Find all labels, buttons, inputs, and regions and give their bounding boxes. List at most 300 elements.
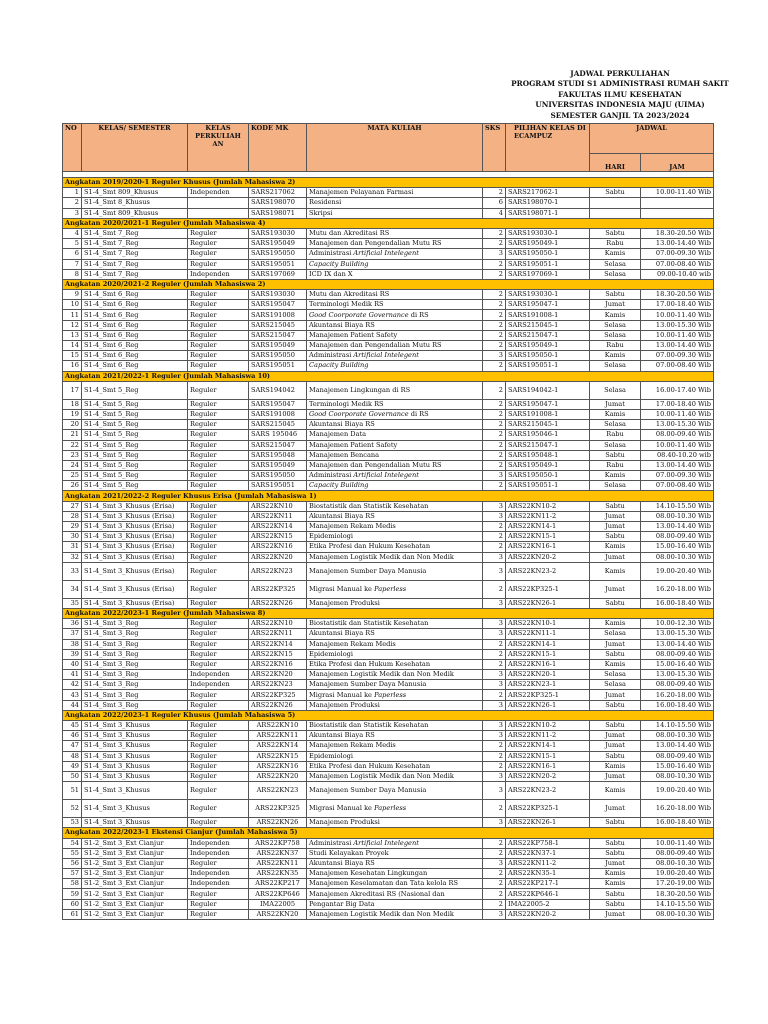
cell-pilihan-kelas: SARS195051-1 — [506, 481, 590, 491]
cell-sks: 2 — [483, 751, 506, 761]
table-row — [63, 361, 714, 371]
cell-kelas-perkuliahan: Reguler — [188, 381, 249, 399]
cell-mata-kuliah: Manajemen Produksi — [307, 818, 483, 828]
italic-term: Paperless — [374, 804, 407, 813]
cell-kelas: S1-4_Smt 3_Khusus — [82, 800, 188, 818]
cell-kelas: S1-4_Smt 5_Reg — [82, 430, 188, 440]
cell-kelas: S1-4_Smt 7_Reg — [82, 239, 188, 249]
group-title: Angkatan 2021/2022-2 Reguler Khusus Erisa (Jumlah Mahasiswa 1) — [63, 491, 714, 501]
cell-kode-mk: SARS191008 — [249, 409, 307, 419]
table-row — [63, 249, 714, 259]
cell-mata-kuliah: Akuntansi Biaya RS — [307, 858, 483, 868]
table-row — [63, 460, 714, 470]
cell-no: 16 — [63, 361, 82, 371]
cell-kode-mk: ARS22KN10 — [249, 619, 307, 629]
cell-hari: Kamis — [590, 562, 641, 580]
cell-sks: 2 — [483, 361, 506, 371]
cell-pilihan-kelas: SARS191008-1 — [506, 409, 590, 419]
italic-term: Artificial Intelegent — [353, 249, 419, 258]
cell-pilihan-kelas: ARS22KP325-1 — [506, 800, 590, 818]
table-row — [63, 239, 714, 249]
cell-jam: 16.20-18.00 Wib — [641, 690, 714, 700]
cell-kelas: S1-4_Smt 3_Reg — [82, 619, 188, 629]
italic-term: Artificial Intelegent — [353, 471, 419, 480]
italic-term: Capacity Building — [309, 481, 369, 490]
cell-kelas: S1-4_Smt 3_Khusus (Erisa) — [82, 532, 188, 542]
cell-kelas-perkuliahan: Reguler — [188, 889, 249, 899]
cell-kode-mk: ARS22KN11 — [249, 731, 307, 741]
italic-term: Paperless — [374, 690, 407, 699]
table-row — [63, 818, 714, 828]
table-row — [63, 330, 714, 340]
cell-jam: 13.00-14.40 Wib — [641, 741, 714, 751]
cell-kelas: S1-4_Smt 6_Reg — [82, 290, 188, 300]
cell-jam: 08.00-10.30 Wib — [641, 731, 714, 741]
group-header-row — [63, 710, 714, 720]
cell-sks: 2 — [483, 848, 506, 858]
cell-no: 8 — [63, 269, 82, 279]
cell-mata-kuliah: Administrasi Artificial Intelegent — [307, 838, 483, 848]
cell-jam: 10.00-11.40 Wib — [641, 838, 714, 848]
cell-kode-mk: ARS22KN11 — [249, 858, 307, 868]
cell-mata-kuliah: Manajemen Sumber Daya Manusia — [307, 782, 483, 800]
table-row — [63, 721, 714, 731]
cell-pilihan-kelas: ARS22KN11-2 — [506, 731, 590, 741]
cell-no: 27 — [63, 501, 82, 511]
cell-kelas: S1-4_Smt 3_Reg — [82, 680, 188, 690]
table-row — [63, 879, 714, 889]
cell-hari: Sabtu — [590, 848, 641, 858]
cell-sks: 2 — [483, 409, 506, 419]
cell-pilihan-kelas: SARS195047-1 — [506, 399, 590, 409]
cell-jam: 10.00-11.40 Wib — [641, 409, 714, 419]
cell-kelas: S1-4_Smt 3_Khusus (Erisa) — [82, 511, 188, 521]
cell-no: 35 — [63, 598, 82, 608]
cell-no: 22 — [63, 440, 82, 450]
cell-kelas-perkuliahan: Independen — [188, 188, 249, 198]
cell-sks: 6 — [483, 198, 506, 208]
cell-mata-kuliah: Akuntansi Biaya RS — [307, 731, 483, 741]
cell-kode-mk: SARS195050 — [249, 351, 307, 361]
cell-kelas-perkuliahan: Reguler — [188, 741, 249, 751]
cell-sks: 2 — [483, 228, 506, 238]
cell-no: 14 — [63, 341, 82, 351]
cell-kode-mk: ARS22KP325 — [249, 800, 307, 818]
cell-kelas-perkuliahan: Independen — [188, 680, 249, 690]
cell-kelas: S1-4_Smt 3_Khusus — [82, 751, 188, 761]
cell-kelas: S1-4_Smt 3_Khusus (Erisa) — [82, 562, 188, 580]
cell-kode-mk: SARS195051 — [249, 259, 307, 269]
cell-no: 44 — [63, 700, 82, 710]
cell-no: 49 — [63, 761, 82, 771]
cell-kelas-perkuliahan: Reguler — [188, 511, 249, 521]
cell-hari: Jumat — [590, 580, 641, 598]
cell-jam: 15.00-16.40 Wib — [641, 542, 714, 552]
cell-kelas-perkuliahan: Reguler — [188, 249, 249, 259]
table-header — [63, 124, 714, 178]
cell-mata-kuliah: Manajemen Patient Safety — [307, 440, 483, 450]
cell-kode-mk: ARS22KN16 — [249, 761, 307, 771]
cell-sks: 2 — [483, 889, 506, 899]
cell-kelas: S1-4_Smt 3_Khusus — [82, 721, 188, 731]
cell-sks: 3 — [483, 471, 506, 481]
cell-jam: 14.10-15.50 Wib — [641, 899, 714, 909]
table-row — [63, 680, 714, 690]
cell-pilihan-kelas: SARS193030-1 — [506, 228, 590, 238]
table-row — [63, 649, 714, 659]
cell-kelas: S1-4_Smt 6_Reg — [82, 341, 188, 351]
table-row — [63, 440, 714, 450]
cell-jam: 19.00-20.40 Wib — [641, 782, 714, 800]
cell-mata-kuliah: Biostatistik dan Statistik Kesehatan — [307, 721, 483, 731]
cell-kelas: S1-4_Smt 5_Reg — [82, 440, 188, 450]
cell-no: 23 — [63, 450, 82, 460]
table-row — [63, 228, 714, 238]
cell-hari: Kamis — [590, 409, 641, 419]
cell-kelas-perkuliahan: Independen — [188, 869, 249, 879]
cell-no: 54 — [63, 838, 82, 848]
group-title: Angkatan 2022/2023-1 Reguler (Jumlah Mahasiswa 8) — [63, 608, 714, 618]
cell-no: 48 — [63, 751, 82, 761]
cell-kode-mk: ARS22KN14 — [249, 741, 307, 751]
cell-kelas-perkuliahan: Reguler — [188, 818, 249, 828]
cell-no: 11 — [63, 310, 82, 320]
cell-kode-mk: ARS22KN26 — [249, 700, 307, 710]
cell-hari: Rabu — [590, 239, 641, 249]
cell-sks: 2 — [483, 542, 506, 552]
cell-pilihan-kelas: ARS22KN23-2 — [506, 782, 590, 800]
table-row — [63, 420, 714, 430]
cell-kelas: S1-4_Smt 6_Reg — [82, 351, 188, 361]
cell-kelas-perkuliahan: Independen — [188, 670, 249, 680]
table-row — [63, 889, 714, 899]
cell-sks: 2 — [483, 450, 506, 460]
cell-sks: 3 — [483, 818, 506, 828]
cell-hari: Kamis — [590, 249, 641, 259]
cell-kelas-perkuliahan: Reguler — [188, 351, 249, 361]
cell-kelas-perkuliahan: Reguler — [188, 721, 249, 731]
cell-no: 56 — [63, 858, 82, 868]
cell-no: 34 — [63, 580, 82, 598]
cell-kelas: S1-4_Smt 3_Khusus (Erisa) — [82, 542, 188, 552]
cell-no: 1 — [63, 188, 82, 198]
cell-jam: 13.00-14.40 Wib — [641, 460, 714, 470]
cell-kode-mk: SARS193030 — [249, 228, 307, 238]
cell-hari: Jumat — [590, 690, 641, 700]
cell-hari: Jumat — [590, 522, 641, 532]
cell-kelas: S1-4_Smt 3_Khusus — [82, 771, 188, 781]
title-line: PROGRAM STUDI S1 ADMINISTRASI RUMAH SAKIT — [511, 79, 729, 89]
cell-no: 9 — [63, 290, 82, 300]
cell-sks: 3 — [483, 629, 506, 639]
cell-kode-mk: ARS22KN37 — [249, 848, 307, 858]
cell-kelas-perkuliahan: Reguler — [188, 341, 249, 351]
cell-kelas: S1-4_Smt 3_Reg — [82, 700, 188, 710]
cell-sks: 4 — [483, 208, 506, 218]
table-row — [63, 532, 714, 542]
cell-jam: 08.00-10.30 Wib — [641, 511, 714, 521]
cell-no: 40 — [63, 659, 82, 669]
group-header-row — [63, 491, 714, 501]
cell-kode-mk: ARS22KN20 — [249, 670, 307, 680]
cell-jam: 10.00-12.30 Wib — [641, 619, 714, 629]
cell-kelas: S1-4_Smt 5_Reg — [82, 471, 188, 481]
cell-hari: Selasa — [590, 680, 641, 690]
cell-jam: 18.30-20.50 Wib — [641, 889, 714, 899]
cell-kode-mk: SARS215047 — [249, 440, 307, 450]
table-row — [63, 629, 714, 639]
cell-pilihan-kelas: SARS195051-1 — [506, 259, 590, 269]
cell-kelas-perkuliahan: Reguler — [188, 290, 249, 300]
cell-hari: Sabtu — [590, 889, 641, 899]
cell-sks: 3 — [483, 501, 506, 511]
cell-kode-mk: ARS22KP325 — [249, 580, 307, 598]
cell-pilihan-kelas: SARS215045-1 — [506, 420, 590, 430]
cell-kelas: S1-4_Smt 5_Reg — [82, 450, 188, 460]
cell-kelas-perkuliahan: Reguler — [188, 361, 249, 371]
cell-mata-kuliah: Good Coorporate Governance di RS — [307, 409, 483, 419]
cell-sks: 2 — [483, 639, 506, 649]
cell-kode-mk: ARS22KN10 — [249, 501, 307, 511]
cell-kelas: S1-4_Smt 5_Reg — [82, 381, 188, 399]
cell-pilihan-kelas: ARS22KP646-1 — [506, 889, 590, 899]
cell-hari: Sabtu — [590, 700, 641, 710]
cell-no: 19 — [63, 409, 82, 419]
cell-no: 6 — [63, 249, 82, 259]
cell-kode-mk: SARS191008 — [249, 310, 307, 320]
cell-mata-kuliah: Migrasi Manual ke Paperless — [307, 580, 483, 598]
cell-pilihan-kelas: SARS197069-1 — [506, 269, 590, 279]
cell-jam: 16.00-18.40 Wib — [641, 818, 714, 828]
italic-term: Capacity Building — [309, 259, 369, 268]
cell-kelas: S1-4_Smt 3_Khusus (Erisa) — [82, 501, 188, 511]
cell-kode-mk: SARS198071 — [249, 208, 307, 218]
cell-kode-mk: SARS 195046 — [249, 430, 307, 440]
cell-kode-mk: SARS198070 — [249, 198, 307, 208]
cell-kelas-perkuliahan: Reguler — [188, 330, 249, 340]
cell-hari: Rabu — [590, 430, 641, 440]
table-row — [63, 409, 714, 419]
table-row — [63, 899, 714, 909]
italic-term: Paperless — [374, 584, 407, 593]
cell-sks: 3 — [483, 552, 506, 562]
cell-no: 7 — [63, 259, 82, 269]
table-row — [63, 522, 714, 532]
cell-pilihan-kelas: SARS193030-1 — [506, 290, 590, 300]
cell-hari: Selasa — [590, 381, 641, 399]
table-row — [63, 731, 714, 741]
cell-kelas-perkuliahan: Reguler — [188, 562, 249, 580]
cell-kelas: S1-4_Smt 3_Khusus — [82, 818, 188, 828]
cell-kelas-perkuliahan: Reguler — [188, 440, 249, 450]
table-row — [63, 269, 714, 279]
cell-sks: 2 — [483, 300, 506, 310]
cell-no: 3 — [63, 208, 82, 218]
cell-jam: 18.30-20.50 Wib — [641, 290, 714, 300]
cell-pilihan-kelas: SARS195050-1 — [506, 249, 590, 259]
cell-sks: 3 — [483, 700, 506, 710]
cell-kelas-perkuliahan: Reguler — [188, 320, 249, 330]
cell-mata-kuliah: Manajemen Logistik Medik dan Non Medik — [307, 552, 483, 562]
cell-sks: 3 — [483, 351, 506, 361]
cell-kode-mk: SARS195049 — [249, 341, 307, 351]
cell-no: 41 — [63, 670, 82, 680]
cell-no: 50 — [63, 771, 82, 781]
table-row — [63, 848, 714, 858]
cell-pilihan-kelas: SARS191008-1 — [506, 310, 590, 320]
cell-kode-mk: ARS22KN16 — [249, 542, 307, 552]
cell-kelas-perkuliahan: Reguler — [188, 782, 249, 800]
cell-sks: 2 — [483, 259, 506, 269]
italic-term: Capacity Building — [309, 361, 369, 370]
table-row — [63, 471, 714, 481]
cell-kelas-perkuliahan: Reguler — [188, 310, 249, 320]
cell-hari: Selasa — [590, 420, 641, 430]
cell-jam: 07.00-08.40 Wib — [641, 361, 714, 371]
cell-pilihan-kelas: ARS22KN16-1 — [506, 542, 590, 552]
cell-kelas: S1-4_Smt 3_Khusus — [82, 761, 188, 771]
table-row — [63, 552, 714, 562]
cell-mata-kuliah: Manajemen Rekam Medis — [307, 639, 483, 649]
cell-jam: 18.30-20.50 Wib — [641, 228, 714, 238]
cell-pilihan-kelas: ARS22KN23-1 — [506, 680, 590, 690]
cell-hari: Rabu — [590, 460, 641, 470]
cell-kelas-perkuliahan: Reguler — [188, 700, 249, 710]
cell-kode-mk: SARS195047 — [249, 399, 307, 409]
cell-pilihan-kelas: SARS217062-1 — [506, 188, 590, 198]
cell-sks: 3 — [483, 771, 506, 781]
cell-pilihan-kelas: ARS22KP217-1 — [506, 879, 590, 889]
cell-sks: 3 — [483, 619, 506, 629]
cell-no: 33 — [63, 562, 82, 580]
cell-kelas: S1-4_Smt 809_Khusus — [82, 188, 188, 198]
cell-jam: 08.00-09.40 Wib — [641, 649, 714, 659]
cell-kelas: S1-4_Smt 6_Reg — [82, 310, 188, 320]
cell-kelas-perkuliahan: Reguler — [188, 228, 249, 238]
group-header-row — [63, 178, 714, 188]
cell-mata-kuliah: Manajemen Pelayanan Farmasi — [307, 188, 483, 198]
cell-kelas-perkuliahan: Reguler — [188, 239, 249, 249]
cell-pilihan-kelas: IMA22005-2 — [506, 899, 590, 909]
cell-hari: Jumat — [590, 639, 641, 649]
cell-no: 39 — [63, 649, 82, 659]
cell-hari: Jumat — [590, 858, 641, 868]
cell-sks: 2 — [483, 761, 506, 771]
cell-kelas-perkuliahan: Reguler — [188, 450, 249, 460]
cell-mata-kuliah: Manajemen Rekam Medis — [307, 522, 483, 532]
cell-no: 52 — [63, 800, 82, 818]
cell-kode-mk: ARS22KN26 — [249, 818, 307, 828]
cell-kelas: S1-4_Smt 3_Reg — [82, 639, 188, 649]
cell-kode-mk: ARS22KN15 — [249, 649, 307, 659]
cell-hari: Jumat — [590, 800, 641, 818]
cell-mata-kuliah: Good Coorporate Governance di RS — [307, 310, 483, 320]
cell-jam: 08.00-09.40 Wib — [641, 680, 714, 690]
cell-kelas-perkuliahan: Independen — [188, 269, 249, 279]
cell-pilihan-kelas: SARS195049-1 — [506, 239, 590, 249]
table-row — [63, 690, 714, 700]
cell-no: 10 — [63, 300, 82, 310]
cell-hari: Selasa — [590, 361, 641, 371]
cell-mata-kuliah: Manajemen Sumber Daya Manusia — [307, 562, 483, 580]
cell-jam: 13.00-15.30 Wib — [641, 670, 714, 680]
cell-jam: 08.40-10.20 wib — [641, 450, 714, 460]
cell-kelas-perkuliahan: Reguler — [188, 909, 249, 919]
cell-kode-mk: ARS22KP646 — [249, 889, 307, 899]
cell-kelas: S1-2_Smt 3_Ext Cianjur — [82, 869, 188, 879]
cell-kode-mk: ARS22KN23 — [249, 680, 307, 690]
cell-pilihan-kelas: SARS195051-1 — [506, 361, 590, 371]
cell-jam: 13.00-14.40 Wib — [641, 341, 714, 351]
cell-pilihan-kelas: ARS22KN11-2 — [506, 511, 590, 521]
group-header-row — [63, 828, 714, 838]
cell-hari — [590, 198, 641, 208]
cell-mata-kuliah: Mutu dan Akreditasi RS — [307, 290, 483, 300]
header-sks: SKS — [483, 124, 506, 172]
cell-jam: 08.00-09.40 Wib — [641, 751, 714, 761]
cell-hari: Selasa — [590, 269, 641, 279]
cell-sks: 3 — [483, 909, 506, 919]
cell-kelas-perkuliahan: Reguler — [188, 858, 249, 868]
header-pilihan-kelas: PILIHAN KELAS DI ECAMPUZ — [506, 124, 590, 172]
cell-kelas-perkuliahan: Reguler — [188, 649, 249, 659]
cell-no: 61 — [63, 909, 82, 919]
cell-pilihan-kelas: ARS22KN20-2 — [506, 552, 590, 562]
cell-pilihan-kelas: ARS22KN16-1 — [506, 659, 590, 669]
cell-pilihan-kelas: SARS215047-1 — [506, 440, 590, 450]
cell-kelas-perkuliahan — [188, 198, 249, 208]
cell-hari: Kamis — [590, 869, 641, 879]
cell-mata-kuliah: Manajemen Patient Safety — [307, 330, 483, 340]
cell-hari: Selasa — [590, 481, 641, 491]
cell-kelas: S1-4_Smt 3_Khusus — [82, 741, 188, 751]
cell-kode-mk: ARS22KN14 — [249, 522, 307, 532]
cell-kode-mk: ARS22KN20 — [249, 552, 307, 562]
cell-kelas: S1-2_Smt 3_Ext Cianjur — [82, 838, 188, 848]
cell-kode-mk: SARS215047 — [249, 330, 307, 340]
cell-mata-kuliah: Manajemen Sumber Daya Manusia — [307, 680, 483, 690]
cell-kode-mk: ARS22KN35 — [249, 869, 307, 879]
cell-mata-kuliah: Migrasi Manual ke Paperless — [307, 800, 483, 818]
cell-kode-mk: ARS22KN11 — [249, 629, 307, 639]
cell-jam — [641, 198, 714, 208]
cell-kode-mk: ARS22KP758 — [249, 838, 307, 848]
cell-jam: 07.00-09.30 Wib — [641, 249, 714, 259]
cell-kelas: S1-4_Smt 3_Reg — [82, 629, 188, 639]
italic-term: Good Coorporate Governance — [309, 310, 409, 319]
cell-pilihan-kelas: ARS22KN15-1 — [506, 532, 590, 542]
cell-mata-kuliah: Manajemen dan Pengendalian Mutu RS — [307, 341, 483, 351]
cell-sks: 2 — [483, 239, 506, 249]
cell-sks: 2 — [483, 269, 506, 279]
cell-mata-kuliah: Manajemen dan Pengendalian Mutu RS — [307, 239, 483, 249]
cell-hari: Kamis — [590, 619, 641, 629]
cell-mata-kuliah: Biostatistik dan Statistik Kesehatan — [307, 501, 483, 511]
table-row — [63, 619, 714, 629]
cell-kode-mk: SARS193030 — [249, 290, 307, 300]
header-hari: HARI — [590, 154, 641, 172]
cell-jam: 10.00-11.40 Wib — [641, 330, 714, 340]
cell-mata-kuliah: Epidemiologi — [307, 532, 483, 542]
cell-hari: Kamis — [590, 351, 641, 361]
cell-jam: 15.00-16.40 Wib — [641, 659, 714, 669]
cell-hari: Jumat — [590, 771, 641, 781]
cell-mata-kuliah: Manajemen Bencana — [307, 450, 483, 460]
table-row — [63, 399, 714, 409]
cell-kelas: S1-2_Smt 3_Ext Cianjur — [82, 848, 188, 858]
table-row — [63, 838, 714, 848]
cell-jam: 07.00-08.40 Wib — [641, 481, 714, 491]
